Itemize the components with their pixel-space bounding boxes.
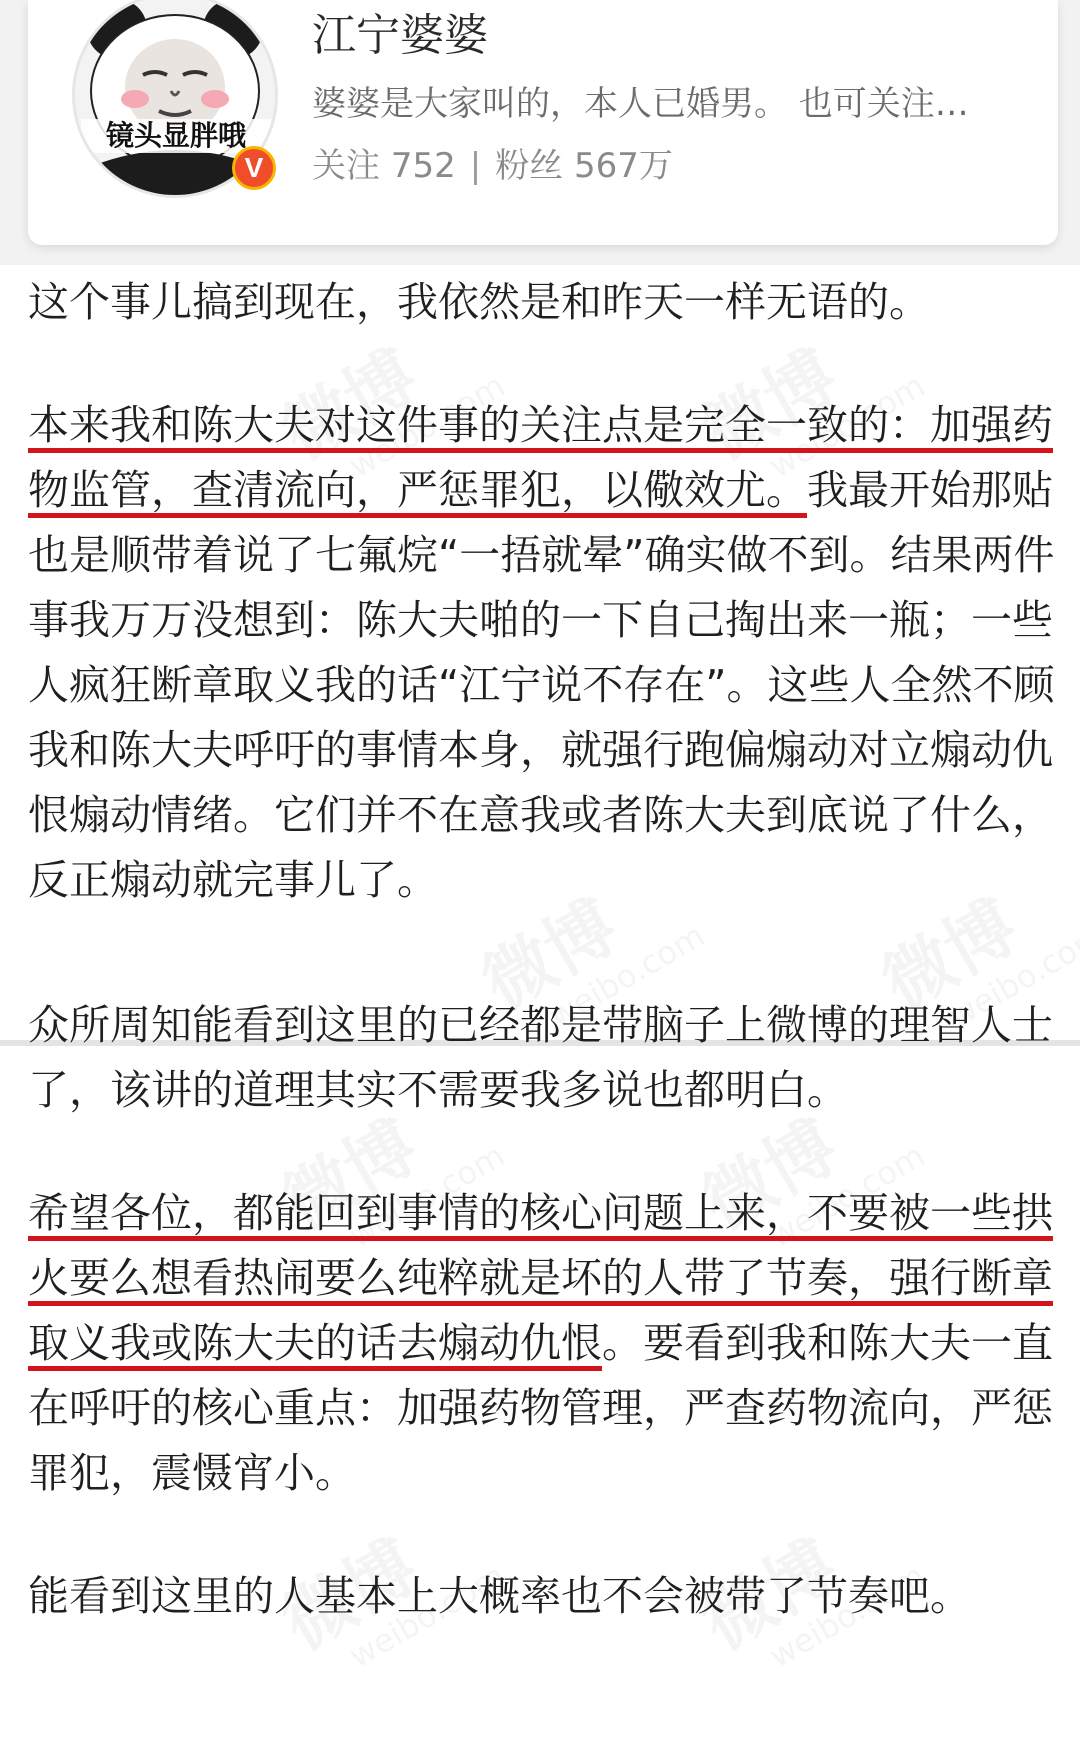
- fans-label: 粉丝: [495, 146, 564, 186]
- profile-card[interactable]: [28, 0, 1058, 245]
- post-paragraph-5: 能看到这里的人基本上大概率也不会被带了节奏吧。: [28, 1572, 971, 1620]
- underlined-highlight: 本来我和陈大夫对这件事的关注点是完全一致的：加强药物监管，查清流向，严惩罪犯，以儆效尤。: [28, 401, 1053, 514]
- post-paragraph-2-rest: 我最开始那贴也是顺带着说了七氟烷“一捂就晕”确实做不到。结果两件事我万万没想到：陈大夫啪的一下自己掏出来一瓶；一些人疯狂断章取义我的话“江宁说不存在”。这些人全然不顾我和陈大夫呼吁的事情本身，就强行跑偏煽动对立煽动仇恨煽动情绪。它们并不在意我或者陈大夫到底说了什么，反正煽动就完事儿了。: [28, 466, 1055, 904]
- follow-stat[interactable]: [312, 146, 456, 186]
- profile-stats: [312, 142, 673, 190]
- follow-label: 关注: [312, 146, 380, 186]
- verified-badge-icon: V: [232, 146, 276, 190]
- fans-count: 567万: [574, 146, 673, 186]
- avatar-caption: 镜头显胖哦: [81, 119, 271, 153]
- fans-stat[interactable]: [495, 146, 673, 186]
- post-paragraph-4-rest: 。要看到我和陈大夫一直在呼吁的核心重点：加强药物管理，严查药物流向，严惩罪犯，震慑宵小。: [28, 1319, 1053, 1497]
- follow-count: 752: [390, 146, 456, 186]
- stats-separator: |: [469, 146, 482, 186]
- profile-bio[interactable]: 婆婆是大家叫的，本人已婚男。 也可关注…: [312, 84, 969, 124]
- post-paragraph-4: [28, 1181, 1058, 1506]
- profile-name[interactable]: 江宁婆婆: [312, 10, 488, 61]
- post-paragraph-1: 这个事儿搞到现在，我依然是和昨天一样无语的。: [28, 278, 930, 326]
- post-content: [28, 270, 1058, 1629]
- post-paragraph-3: 众所周知能看到这里的已经都是带脑子上微博的理智人士了，该讲的道理其实不需要我多说也都明白。: [28, 1001, 1053, 1114]
- post-paragraph-2: [28, 393, 1058, 913]
- underlined-highlight: 希望各位，都能回到事情的核心问题上来，不要被一些拱火要么想看热闹要么纯粹就是坏的人带了节奏，强行断章取义我或陈大夫的话去煽动仇恨: [28, 1189, 1053, 1367]
